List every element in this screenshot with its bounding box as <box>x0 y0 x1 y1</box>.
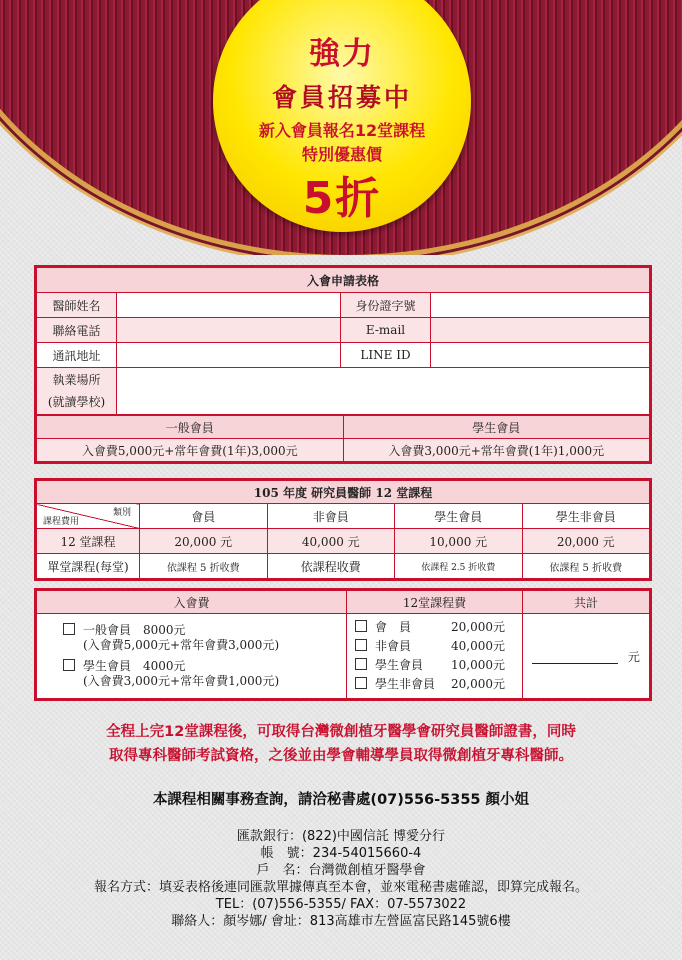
join-general-detail: (入會費5,000元+常年會費3,000元) <box>83 638 280 652</box>
account-line: 帳 號：234-54015660-4 <box>260 846 422 861</box>
col-student: 學生會員 <box>395 504 523 529</box>
row-single-member: 依課程 5 折收費 <box>140 554 268 579</box>
col-student-nonmember: 學生非會員 <box>522 504 650 529</box>
course-nonmember-name: 非會員 <box>375 639 412 653</box>
join-fee-header: 入會費 <box>37 591 347 614</box>
badge-strong: 強力 <box>309 36 375 72</box>
course-member-price: 20,000元 <box>451 620 505 634</box>
row-12-student: 10,000 元 <box>395 529 523 554</box>
col-member: 會員 <box>140 504 268 529</box>
row-single-label: 單堂課程(每堂) <box>37 554 140 579</box>
course-options <box>347 614 523 699</box>
email-label: E-mail <box>341 318 431 343</box>
course-member-checkbox[interactable] <box>355 620 367 632</box>
course-option-student[interactable] <box>355 656 518 675</box>
method-line: 報名方式：填妥表格後連同匯款單據傳真至本會，並來電秘書處確認，即算完成報名。 <box>93 880 588 895</box>
course-nonmember-checkbox[interactable] <box>355 639 367 651</box>
join-student-detail: (入會費3,000元+常年會費1,000元) <box>83 674 280 688</box>
course-table <box>34 478 652 581</box>
badge-recruit: 會員招募中 <box>271 83 412 112</box>
line-label: LINE ID <box>341 343 431 368</box>
inquiry-line: 本課程相關事務查詢，請洽秘書處(07)556-5355 顏小姐 <box>152 792 530 808</box>
phone-field[interactable] <box>117 318 341 343</box>
join-general-label: 一般會員 8000元 <box>83 623 186 637</box>
join-student-checkbox[interactable] <box>63 659 75 671</box>
course-corner <box>37 504 140 529</box>
course-student-nonmember-name: 學生非會員 <box>375 677 436 691</box>
course-member-name: 會 員 <box>375 620 412 634</box>
course-option-student-nonmember[interactable] <box>355 675 518 694</box>
row-single-student: 依課程 2.5 折收費 <box>395 554 523 579</box>
line-field[interactable] <box>431 343 650 368</box>
header-banner <box>0 0 682 255</box>
id-field[interactable] <box>431 293 650 318</box>
bank-line: 匯款銀行：(822)中國信託 博愛分行 <box>236 829 446 844</box>
row-12-label: 12 堂課程 <box>37 529 140 554</box>
row-12-student-nonmember: 20,000 元 <box>522 529 650 554</box>
tel-line: TEL：(07)556-5355/ FAX：07-5573022 <box>215 897 467 912</box>
join-general-option[interactable] <box>63 623 342 638</box>
form-title: 入會申請表格 <box>37 268 650 293</box>
join-student-label: 學生會員 4000元 <box>83 659 186 673</box>
course-nonmember-price: 40,000元 <box>451 639 505 653</box>
join-student-option[interactable] <box>63 659 342 674</box>
order-table <box>34 588 652 701</box>
phone-label: 聯絡電話 <box>37 318 117 343</box>
course-student-nonmember-price: 20,000元 <box>451 677 505 691</box>
corner-fee: 課程費用 <box>43 517 80 527</box>
holder-line: 戶 名：台灣微創植牙醫學會 <box>256 863 426 878</box>
badge-discount: 5折 <box>302 173 382 224</box>
email-field[interactable] <box>431 318 650 343</box>
workplace-label-2: (就讀學校) <box>47 395 106 409</box>
member-student-header: 學生會員 <box>343 416 650 439</box>
join-options <box>37 614 347 699</box>
contact-block <box>0 828 682 930</box>
fee-general: 入會費5,000元+常年會費(1年)3,000元 <box>37 439 344 462</box>
workplace-field[interactable] <box>117 368 650 415</box>
course-student-price: 10,000元 <box>451 658 505 672</box>
certificate-note <box>30 720 652 768</box>
col-nonmember: 非會員 <box>267 504 395 529</box>
workplace-label-1: 執業場所 <box>52 373 101 387</box>
row-single-nonmember: 依課程收費 <box>267 554 395 579</box>
id-label: 身份證字號 <box>341 293 431 318</box>
total-cell <box>523 614 650 699</box>
promo-badge <box>213 0 471 232</box>
corner-type: 類別 <box>112 508 131 518</box>
badge-special: 特別優惠價 <box>301 145 382 164</box>
total-unit: 元 <box>627 649 640 664</box>
join-general-checkbox[interactable] <box>63 623 75 635</box>
course-option-member[interactable] <box>355 618 518 637</box>
fee-student: 入會費3,000元+常年會費(1年)1,000元 <box>343 439 650 462</box>
total-header: 共計 <box>523 591 650 614</box>
address-field[interactable] <box>117 343 341 368</box>
person-line: 聯絡人：顏岑娜/ 會址：813高雄市左營區富民路145號6樓 <box>171 914 511 929</box>
member-general-header: 一般會員 <box>37 416 344 439</box>
note-line-2: 取得專科醫師考試資格，之後並由學會輔導學員取得微創植牙專科醫師。 <box>109 748 573 764</box>
workplace-label <box>37 368 117 415</box>
row-12-member: 20,000 元 <box>140 529 268 554</box>
course-student-checkbox[interactable] <box>355 658 367 670</box>
name-label: 醫師姓名 <box>37 293 117 318</box>
course-student-name: 學生會員 <box>375 658 424 672</box>
note-line-1: 全程上完12堂課程後，可取得台灣微創植牙醫學會研究員醫師證書，同時 <box>106 724 576 740</box>
address-label: 通訊地址 <box>37 343 117 368</box>
name-field[interactable] <box>117 293 341 318</box>
course-fee-header: 12堂課程費 <box>347 591 523 614</box>
course-title: 105 年度 研究員醫師 12 堂課程 <box>37 481 650 504</box>
course-student-nonmember-checkbox[interactable] <box>355 677 367 689</box>
row-single-student-nonmember: 依課程 5 折收費 <box>522 554 650 579</box>
total-field[interactable] <box>532 651 618 664</box>
course-option-nonmember[interactable] <box>355 637 518 656</box>
row-12-nonmember: 40,000 元 <box>267 529 395 554</box>
badge-course: 新入會員報名12堂課程 <box>258 121 426 140</box>
application-form <box>34 265 652 464</box>
